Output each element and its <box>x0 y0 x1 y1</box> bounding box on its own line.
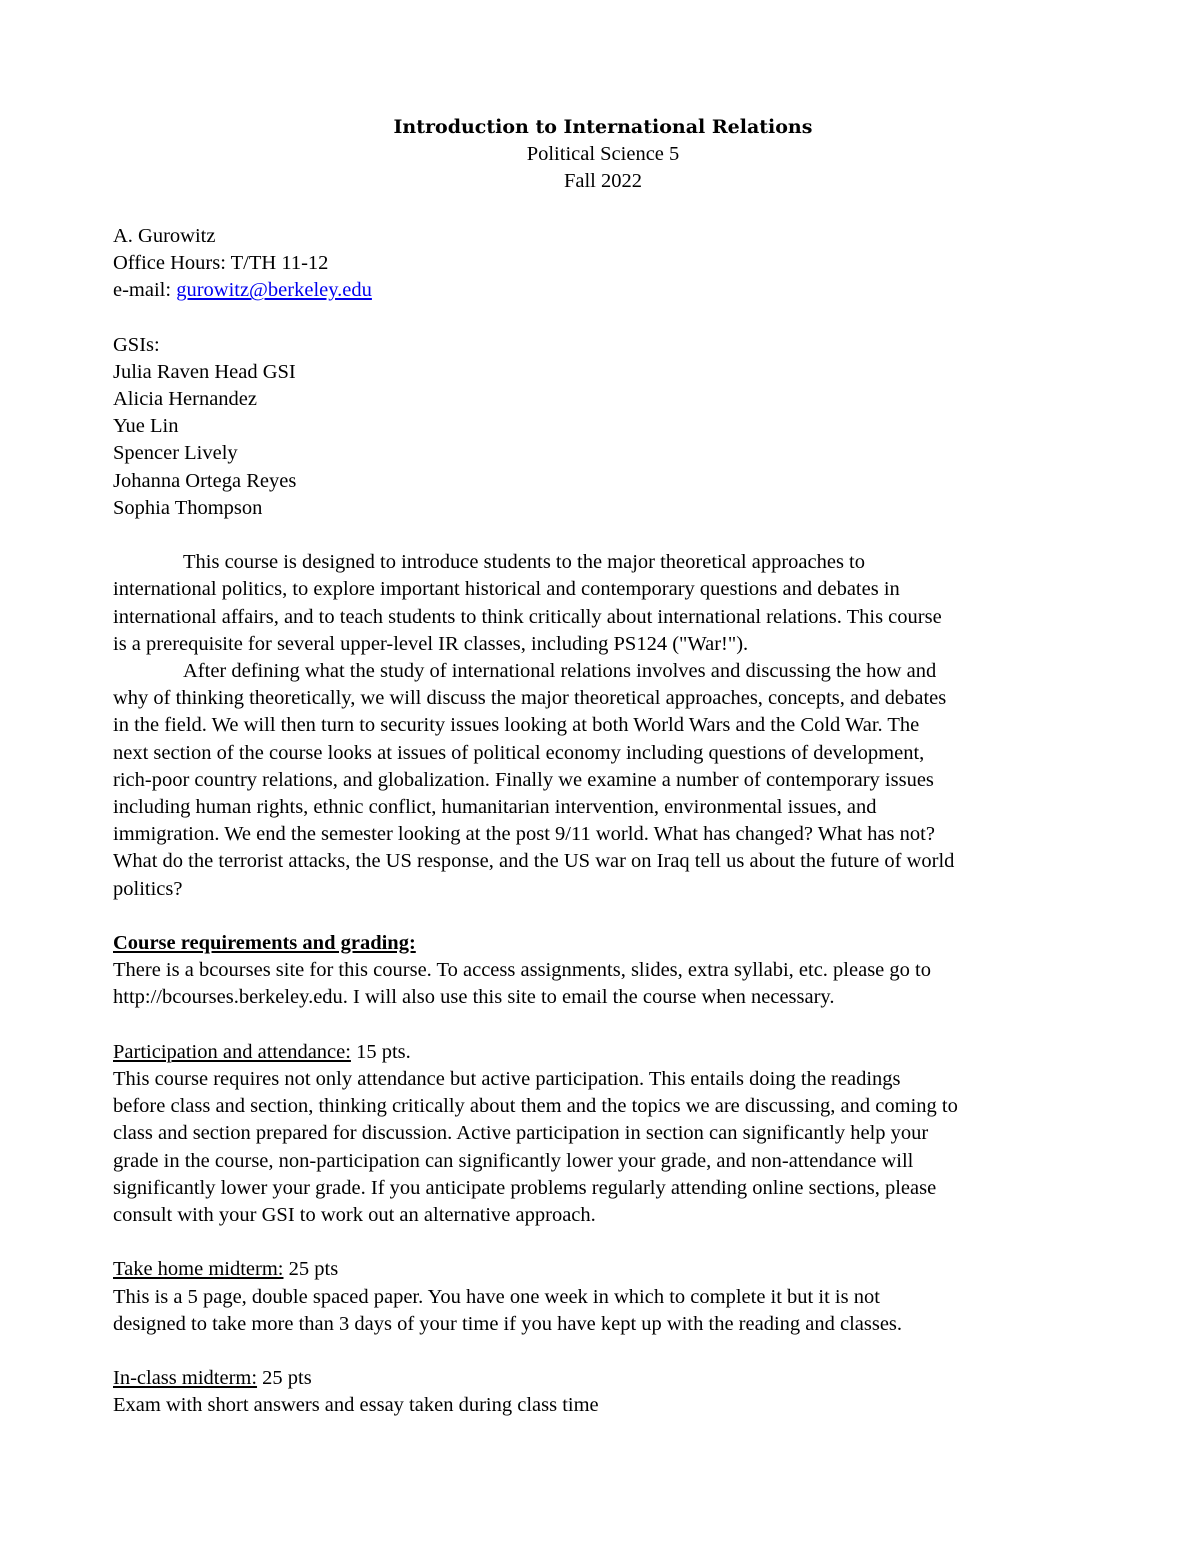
participation-text-line: grade in the course, non-participation can significantly lower your grade, and non-attendance will <box>113 1149 914 1172</box>
participation-text-line: significantly lower your grade. If you anticipate problems regularly attending online sections, please <box>113 1176 937 1199</box>
description-line: international affairs, and to teach students to think critically about international relations. This course <box>113 605 942 628</box>
in-class-midterm-item <box>113 1365 1093 1419</box>
gsi-block <box>113 332 1093 522</box>
instructor-name: A. Gurowitz <box>113 224 216 247</box>
description-line: What do the terrorist attacks, the US response, and the US war on Iraq tell us about the future of world <box>113 850 955 873</box>
description-line: is a prerequisite for several upper-level IR classes, including PS124 ("War!"). <box>113 632 749 655</box>
document-header <box>113 114 1093 196</box>
take-home-points: 25 pts <box>283 1258 339 1281</box>
participation-points: 15 pts. <box>350 1040 411 1063</box>
description-line: rich-poor country relations, and globalization. Finally we examine a number of contemporary issues <box>113 768 934 791</box>
description-line: including human rights, ethnic conflict, humanitarian intervention, environmental issues, and <box>113 796 877 819</box>
email-label: e-mail: <box>113 279 177 302</box>
gsi-label: GSIs: <box>113 333 160 356</box>
description-line: After defining what the study of international relations involves and discussing the how and <box>183 660 937 683</box>
gsi-name: Yue Lin <box>113 415 179 438</box>
participation-text-line: class and section prepared for discussion. Active participation in section can significantly help your <box>113 1122 929 1145</box>
participation-text-line: consult with your GSI to work out an alternative approach. <box>113 1204 596 1227</box>
take-home-midterm-item <box>113 1256 1093 1338</box>
participation-item <box>113 1039 1093 1229</box>
participation-text-line: before class and section, thinking critically about them and the topics we are discussing, and coming to <box>113 1095 958 1118</box>
participation-text-line: This course requires not only attendance but active participation. This entails doing the readings <box>113 1068 901 1091</box>
in-class-title-line <box>113 1365 1093 1392</box>
course-description <box>113 549 1093 903</box>
description-line: international politics, to explore important historical and contemporary questions and debates in <box>113 578 900 601</box>
in-class-points: 25 pts <box>257 1367 312 1390</box>
syllabus-page <box>113 114 1093 1420</box>
participation-title-line <box>113 1039 1093 1066</box>
gsi-name: Sophia Thompson <box>113 496 263 519</box>
in-class-text-line: Exam with short answers and essay taken during class time <box>113 1394 599 1417</box>
course-term: Fall 2022 <box>563 170 643 193</box>
take-home-title-line <box>113 1256 1093 1283</box>
requirements-intro-line: http://bcourses.berkeley.edu. I will also use this site to email the course when necessary. <box>113 986 835 1009</box>
gsi-name: Spencer Lively <box>113 442 238 465</box>
course-number: Political Science 5 <box>526 143 680 166</box>
requirements-section <box>113 930 1093 1420</box>
gsi-name: Johanna Ortega Reyes <box>113 469 297 492</box>
email-link[interactable]: gurowitz@berkeley.edu <box>176 279 372 302</box>
requirements-intro-line: There is a bcourses site for this course. To access assignments, slides, extra syllabi, etc. please go to <box>113 959 931 982</box>
description-line: immigration. We end the semester looking at the post 9/11 world. What has changed? What has not? <box>113 823 935 846</box>
office-hours: Office Hours: T/TH 11-12 <box>113 252 329 274</box>
description-line: politics? <box>113 877 183 900</box>
take-home-label: Take home midterm: <box>113 1258 284 1281</box>
in-class-label: In-class midterm: <box>113 1367 258 1390</box>
gsi-name: Julia Raven Head GSI <box>113 360 296 383</box>
email-line <box>113 277 1093 304</box>
course-title: Introduction to International Relations <box>393 116 813 138</box>
description-line: in the field. We will then turn to security issues looking at both World Wars and the Cold War. The <box>113 714 920 737</box>
description-line: next section of the course looks at issues of political economy including questions of development, <box>113 741 925 764</box>
instructor-block <box>113 223 1093 305</box>
participation-label: Participation and attendance: <box>113 1040 351 1063</box>
description-line: why of thinking theoretically, we will discuss the major theoretical approaches, concepts, and debates <box>113 687 947 710</box>
requirements-heading: Course requirements and grading: <box>113 932 416 955</box>
gsi-name: Alicia Hernandez <box>113 388 257 410</box>
description-line: This course is designed to introduce students to the major theoretical approaches to <box>183 551 866 574</box>
take-home-text-line: This is a 5 page, double spaced paper. You have one week in which to complete it but it is not <box>113 1285 880 1308</box>
take-home-text-line: designed to take more than 3 days of your time if you have kept up with the reading and classes. <box>113 1312 903 1335</box>
